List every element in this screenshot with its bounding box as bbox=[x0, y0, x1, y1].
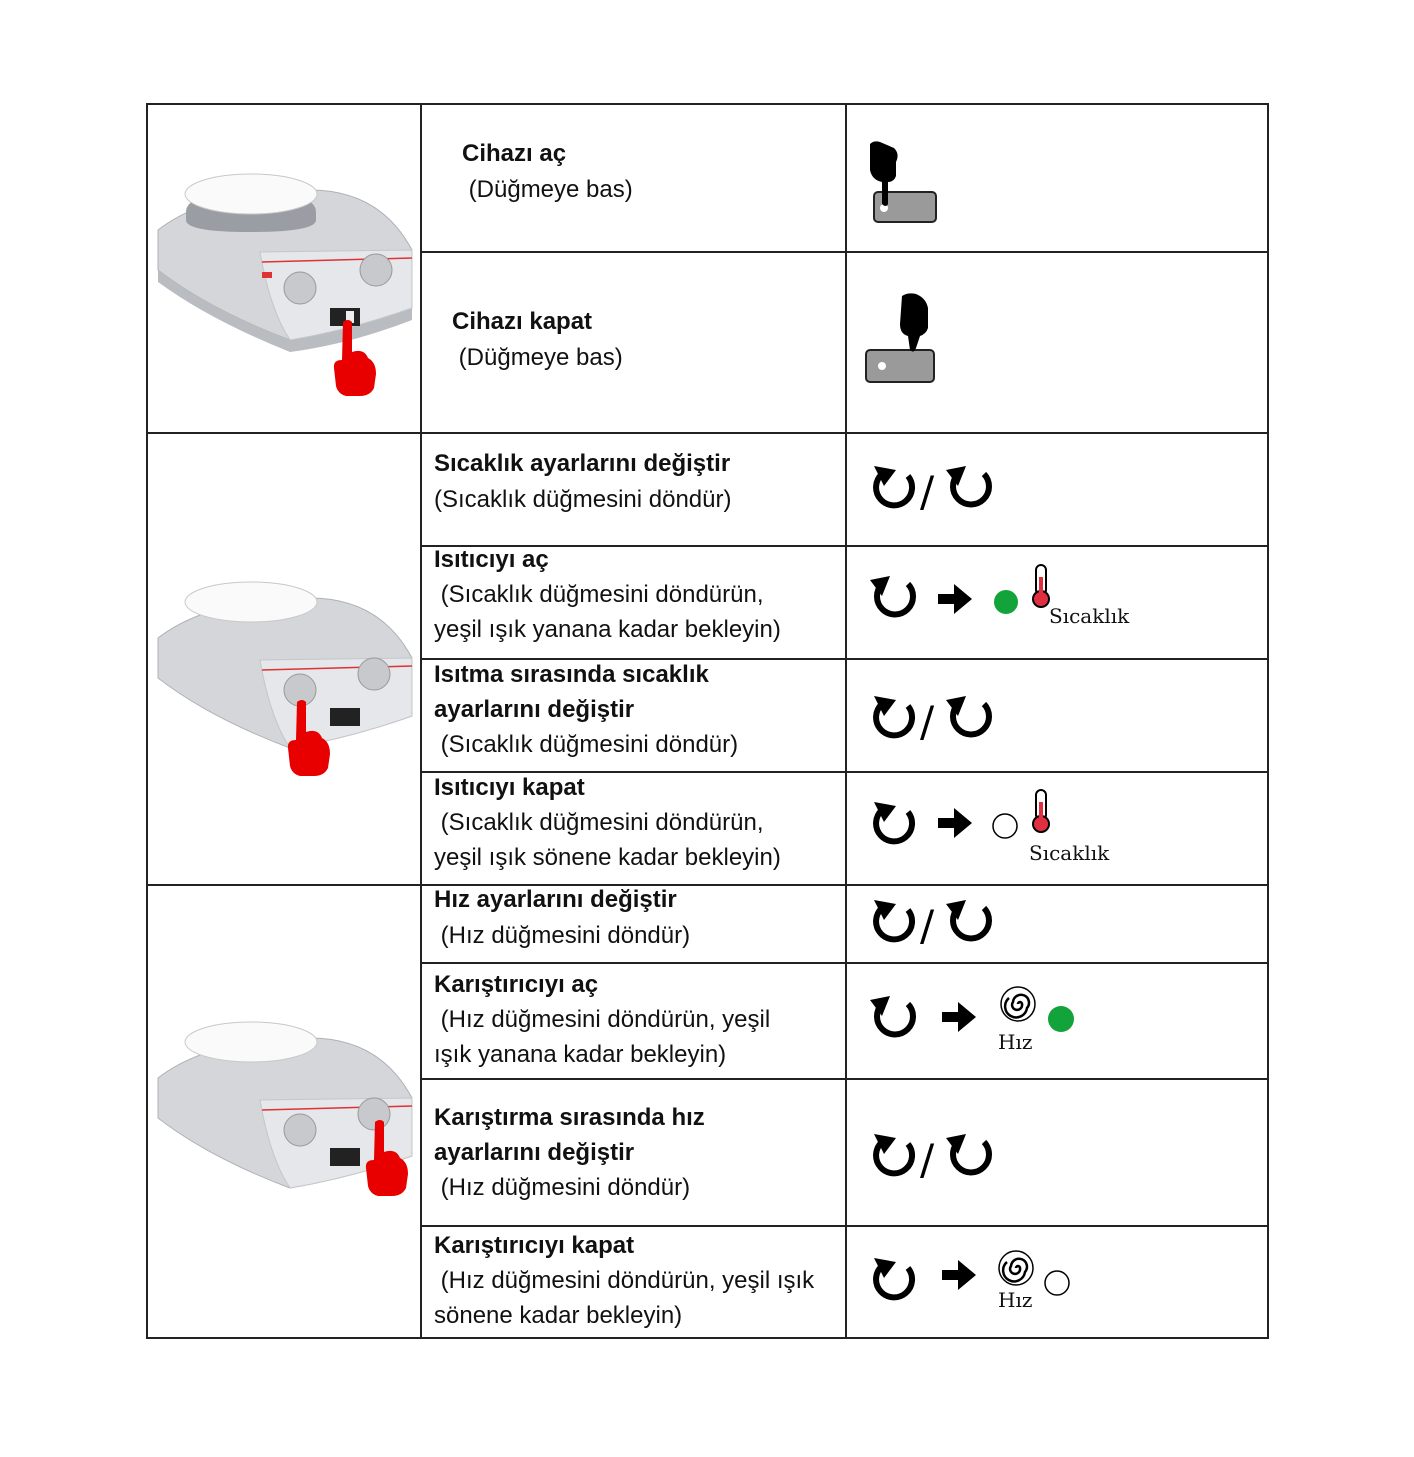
row-title: ayarlarını değiştir bbox=[434, 1139, 635, 1166]
row-title: Karıştırıcıyı aç bbox=[434, 971, 599, 998]
row-3-text bbox=[434, 446, 731, 518]
stirring-spiral-icon bbox=[996, 1248, 1036, 1288]
press-button-off-icon bbox=[864, 292, 940, 386]
hand-pointer-icon bbox=[362, 1118, 412, 1198]
press-button-on-icon bbox=[866, 140, 940, 226]
row-7-text bbox=[434, 882, 690, 954]
speed-label: Hız bbox=[998, 1030, 1033, 1054]
rotate-ccw-icon bbox=[866, 1254, 926, 1308]
temperature-label: Sıcaklık bbox=[1029, 841, 1110, 865]
rotate-ccw-cw-icon bbox=[866, 896, 996, 950]
arrow-right-icon bbox=[936, 806, 974, 840]
row-2-text bbox=[452, 304, 623, 376]
row-title: Cihazı kapat bbox=[452, 308, 593, 335]
row-title: Karıştırıcıyı kapat bbox=[434, 1232, 635, 1259]
row-title: Isıtıcıyı kapat bbox=[434, 774, 585, 801]
row-title: Cihazı aç bbox=[462, 140, 567, 167]
rotate-cw-icon bbox=[866, 992, 926, 1046]
green-light-on-icon bbox=[1046, 1004, 1076, 1034]
row-title: Isıtma sırasında sıcaklık bbox=[434, 661, 709, 688]
row-title: Sıcaklık ayarlarını değiştir bbox=[434, 450, 731, 477]
row-desc: ışık yanana kadar bekleyin) bbox=[434, 1041, 727, 1068]
row-title: Hız ayarlarını değiştir bbox=[434, 886, 677, 913]
stirring-spiral-icon bbox=[998, 984, 1038, 1024]
row-8-text bbox=[434, 967, 770, 1072]
row-title: Isıtıcıyı aç bbox=[434, 546, 549, 573]
rotate-cw-icon bbox=[866, 572, 926, 626]
hand-pointer-icon bbox=[284, 698, 334, 778]
row-9-text bbox=[434, 1100, 705, 1205]
row-desc: (Hız düğmesini döndürün, yeşil ışık bbox=[434, 1267, 815, 1294]
rotate-either-way bbox=[866, 462, 996, 521]
row-title: Karıştırma sırasında hız bbox=[434, 1104, 705, 1131]
row-desc: (Hız düğmesini döndürün, yeşil bbox=[434, 1006, 771, 1033]
rotate-either-way bbox=[866, 692, 996, 751]
row-4-text bbox=[434, 542, 781, 647]
row-desc: (Düğmeye bas) bbox=[452, 344, 623, 371]
row-6-text bbox=[434, 770, 781, 875]
arrow-right-icon bbox=[940, 1000, 978, 1034]
row-desc: (Düğmeye bas) bbox=[462, 176, 633, 203]
row-desc: (Sıcaklık düğmesini döndürün, bbox=[434, 581, 764, 608]
thermometer-icon bbox=[1028, 788, 1054, 834]
rotate-separator: / bbox=[920, 901, 935, 950]
rotate-ccw-icon bbox=[866, 798, 926, 852]
row-1-text bbox=[462, 136, 633, 208]
rotate-separator: / bbox=[920, 697, 935, 746]
hand-pointer-icon bbox=[330, 318, 380, 398]
row-desc: (Sıcaklık düğmesini döndür) bbox=[434, 731, 739, 758]
row-desc: (Hız düğmesini döndür) bbox=[434, 1174, 691, 1201]
row-desc: (Hız düğmesini döndür) bbox=[434, 922, 691, 949]
row-desc: (Sıcaklık düğmesini döndür) bbox=[434, 486, 732, 513]
thermometer-icon bbox=[1028, 563, 1054, 609]
rotate-separator: / bbox=[920, 467, 935, 516]
row-desc: yeşil ışık yanana kadar bekleyin) bbox=[434, 616, 781, 643]
light-off-icon bbox=[990, 811, 1020, 841]
green-light-on-icon bbox=[992, 588, 1020, 616]
row-5-text bbox=[434, 657, 738, 762]
arrow-right-icon bbox=[936, 582, 974, 616]
row-desc: yeşil ışık sönene kadar bekleyin) bbox=[434, 844, 781, 871]
row-desc: sönene kadar bekleyin) bbox=[434, 1302, 683, 1329]
light-off-icon bbox=[1042, 1268, 1072, 1298]
row-title: ayarlarını değiştir bbox=[434, 696, 635, 723]
rotate-separator: / bbox=[920, 1135, 935, 1184]
row-10-text bbox=[434, 1228, 814, 1333]
rotate-either-way bbox=[866, 896, 996, 955]
rotate-ccw-cw-icon bbox=[866, 1130, 996, 1184]
rotate-ccw-cw-icon bbox=[866, 692, 996, 746]
rotate-either-way bbox=[866, 1130, 996, 1189]
row-desc: (Sıcaklık düğmesini döndürün, bbox=[434, 809, 764, 836]
rotate-ccw-cw-icon bbox=[866, 462, 996, 516]
speed-label: Hız bbox=[998, 1288, 1033, 1312]
temperature-label: Sıcaklık bbox=[1049, 604, 1130, 628]
arrow-right-icon bbox=[940, 1258, 978, 1292]
